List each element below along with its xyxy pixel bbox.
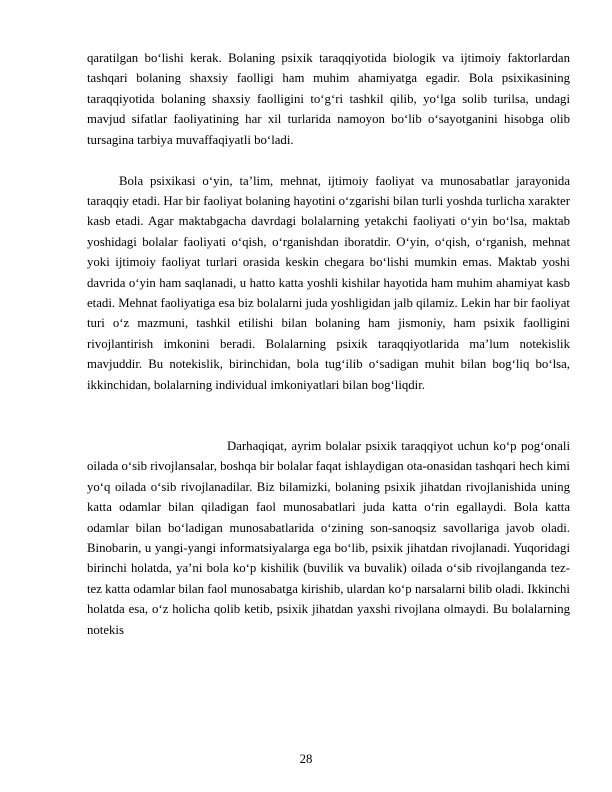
paragraph-3: Darhaqiqat, ayrim bolalar psixik taraqqiyot uchun ko‘p pog‘onali oilada o‘sib rivojlansalar, boshqa bir bolalar faqat ishlaydigan ota-onasidan tashqari hech kimi yo‘q oilada o‘sib rivojlanadilar. Biz bilamizki, bolaning psixik jihatdan rivojlanishida uning katta odamlar bilan qiladigan faol munosabatlari juda katta o‘rin egallaydi. Bola katta odamlar bilan bo‘ladigan munosabatlarida o‘zining son-sanoqsiz savollariga javob oladi. Binobarin, u yangi-yangi informatsiyalarga ega bo‘lib, psixik jihatdan rivojlanadi. Yuqoridagi birinchi holatda, ya’ni bola ko‘p kishilik (buvilik va buvalik) oilada o‘sib rivojlanganda tez-tez katta odamlar bilan faol munosabatga kirishib, ulardan ko‘p narsalarni bilib oladi. Ikkinchi holatda esa, o‘z holicha qolib ketib, psixik jihatdan yaxshi rivojlana olmaydi. Bu bolalarning notekis	[87, 439, 570, 637]
page-number: 28	[299, 752, 313, 766]
paragraph-1: qaratilgan bo‘lishi kerak. Bolaning psixik taraqqiyotida biologik va ijtimoiy faktorlardan tashqari bolaning shaxsiy faolligi ham muhim ahamiyatga egadir. Bola psixikasining taraqqiyotida bolaning shaxsiy faolligini to‘g‘ri tashkil qilib, yo‘lga solib turilsa, undagi mavjud sifatlar faoliyatining har xil turlarida namoyon bo‘lib o‘sayotganini hisobga olib tursagina tarbiya muvaffaqiyatli bo‘ladi.	[87, 51, 570, 147]
paragraph-2: Bola psixikasi o‘yin, ta’lim, mehnat, ijtimoiy faoliyat va munosabatlar jarayonida taraqqiy etadi. Har bir faoliyat bolaning hayotini o‘zgarishi bilan turli yoshda turlicha xarakter kasb etadi. Agar maktabgacha davrdagi bolalarning yetakchi faoliyati o‘yin bo‘lsa, maktab yoshidagi bolalar faoliyati o‘qish, o‘rganishdan iboratdir. O‘yin, o‘qish, o‘rganish, mehnat yoki ijtimoiy faoliyat turlari orasida keskin chegara bo‘lishi mumkin emas. Maktab yoshi davrida o‘yin ham saqlanadi, u hatto katta yoshli kishilar hayotida ham muhim ahamiyat kasb etadi. Mehnat faoliyatiga esa biz bolalarni juda yoshligidan jalb qilamiz. Lekin har bir faoliyat turi o‘z mazmuni, tashkil etilishi bilan bolaning ham jismoniy, ham psixik faolligini rivojlantirish imkonini beradi. Bolalarning psixik taraqqiyotlarida ma’lum notekislik mavjuddir. Bu notekislik, birinchidan, bola tug‘ilib o‘sadigan muhit bilan bog‘liq bo‘lsa, ikkinchidan, bolalarning individual imkoniyatlari bilan bog‘liqdir.	[87, 173, 570, 392]
